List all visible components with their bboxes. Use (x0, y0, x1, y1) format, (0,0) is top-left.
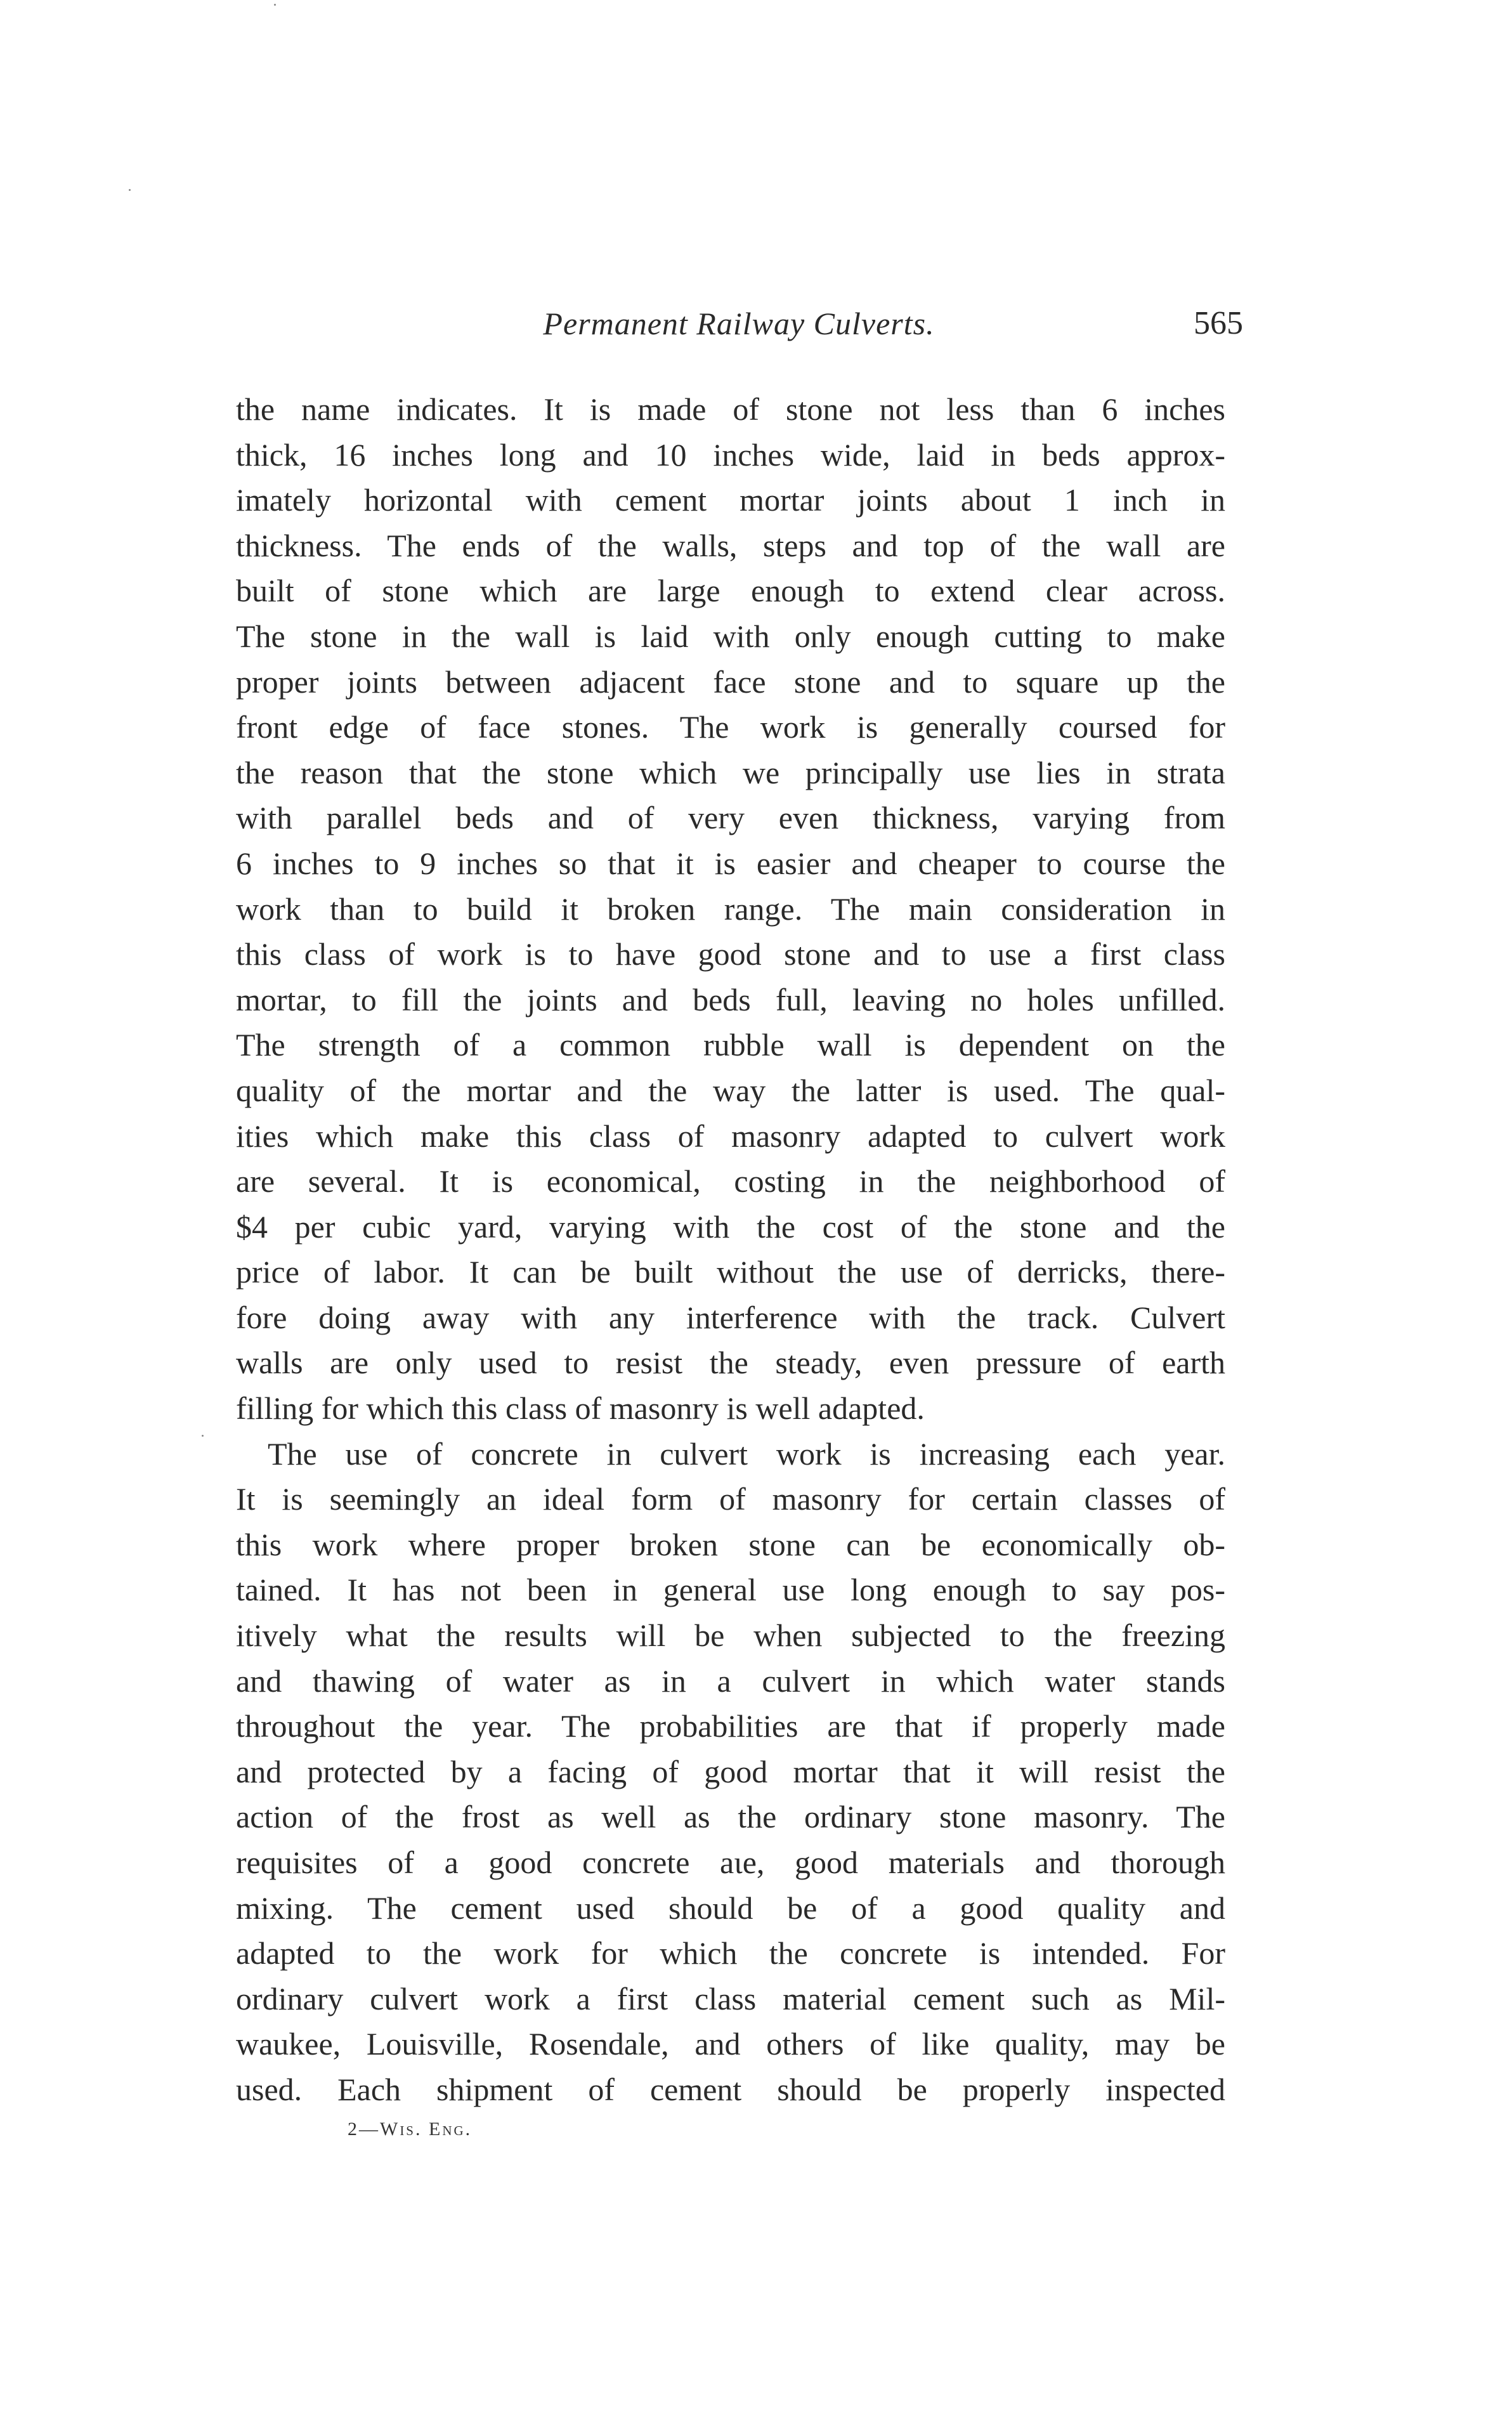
running-head (235, 298, 1243, 349)
paper-speck (274, 4, 276, 6)
text-line: waukee, Louisville, Rosendale, and others of like quality, may be (236, 2026, 1225, 2062)
text-line: fore doing away with any interference with the track. Culvert (236, 1299, 1225, 1335)
text-line: the reason that the stone which we principally use lies in strata (236, 754, 1225, 790)
body-text (236, 387, 1225, 2113)
text-line: used. Each shipment of cement should be properly inspected (236, 2071, 1225, 2107)
text-line: front edge of face stones. The work is generally coursed for (236, 709, 1225, 745)
text-line: price of labor. It can be built without the use of derricks, there- (236, 1254, 1225, 1290)
text-line: The strength of a common rubble wall is dependent on the (236, 1027, 1225, 1063)
text-line: mortar, to fill the joints and beds full, leaving no holes unfilled. (236, 981, 1225, 1017)
text-line: ities which make this class of masonry adapted to culvert work (236, 1118, 1225, 1154)
text-line: proper joints between adjacent face stone and to square up the (236, 663, 1225, 700)
text-line: with parallel beds and of very even thickness, varying from (236, 800, 1225, 836)
signature-mark: 2—Wis. Eng. (348, 2119, 472, 2140)
running-title: Permanent Railway Culverts. (543, 306, 935, 341)
text-line: built of stone which are large enough to extend clear across. (236, 573, 1225, 609)
paragraph (236, 1432, 1225, 2113)
text-line: are several. It is economical, costing in the neighborhood of (236, 1163, 1225, 1199)
text-line: quality of the mortar and the way the latter is used. The qual- (236, 1072, 1225, 1108)
paragraph (236, 387, 1225, 1432)
text-line: filling for which this class of masonry is well adapted. (236, 1390, 925, 1427)
text-line: the name indicates. It is made of stone not less than 6 inches (236, 391, 1225, 427)
text-line: imately horizontal with cement mortar joints about 1 inch in (236, 482, 1225, 518)
text-line: itively what the results will be when subjected to the freezing (236, 1617, 1225, 1654)
text-line: this work where proper broken stone can be economically ob- (236, 1526, 1225, 1562)
text-line: The stone in the wall is laid with only enough cutting to make (236, 618, 1225, 654)
text-line: thick, 16 inches long and 10 inches wide, laid in beds approx- (236, 436, 1225, 473)
text-line: tained. It has not been in general use long enough to say pos- (236, 1572, 1225, 1608)
text-line: ordinary culvert work a first class material cement such as Mil- (236, 1980, 1225, 2016)
text-line: work than to build it broken range. The main consideration in (236, 891, 1225, 927)
text-line: adapted to the work for which the concrete is intended. For (236, 1935, 1225, 1971)
text-line: throughout the year. The probabilities are that if properly made (236, 1708, 1225, 1744)
text-line: $4 per cubic yard, varying with the cost of the stone and the (236, 1208, 1225, 1245)
text-line: walls are only used to resist the steady, even pressure of earth (236, 1345, 1225, 1381)
paper-speck (129, 189, 131, 191)
text-line: thickness. The ends of the walls, steps and top of the wall are (236, 527, 1225, 563)
text-line: this class of work is to have good stone and to use a first class (236, 936, 1225, 972)
text-line: action of the frost as well as the ordinary stone masonry. The (236, 1799, 1225, 1835)
page-number: 565 (1194, 305, 1243, 341)
text-line: The use of concrete in culvert work is increasing each year. (268, 1435, 1225, 1472)
text-line: and thawing of water as in a culvert in which water stands (236, 1663, 1225, 1699)
text-line: 6 inches to 9 inches so that it is easier and cheaper to course the (236, 845, 1225, 881)
text-line: and protected by a facing of good mortar that it will resist the (236, 1753, 1225, 1789)
text-line: It is seemingly an ideal form of masonry for certain classes of (236, 1481, 1225, 1517)
paper-speck (202, 1435, 204, 1437)
text-line: requisites of a good concrete aιe, good materials and thorough (236, 1845, 1225, 1880)
text-line: mixing. The cement used should be of a good quality and (236, 1890, 1225, 1926)
